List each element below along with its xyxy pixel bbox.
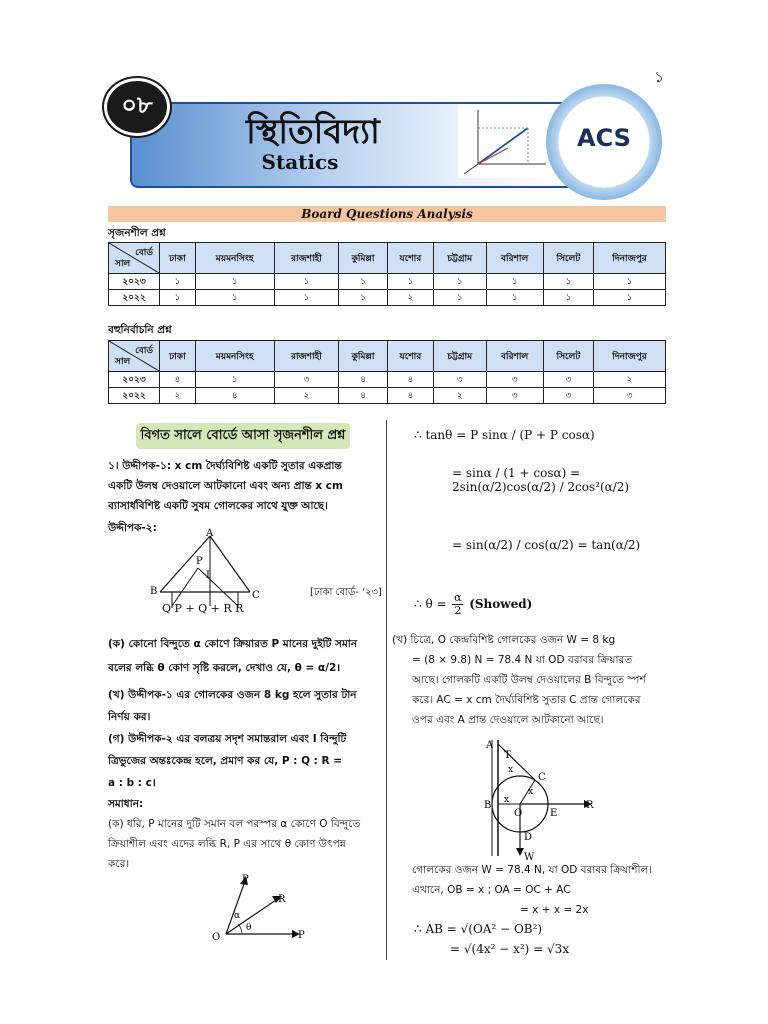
board-header: রাজশাহী [274, 243, 339, 274]
solution-kha-continued [412, 860, 676, 920]
count-cell: ১ [594, 274, 666, 290]
table-row [109, 372, 666, 388]
board-reference: [ঢাকা বোর্ড- '২৩] [310, 587, 382, 598]
count-cell: ৩ [486, 372, 543, 388]
text-line: = (8 × 9.8) N = 78.4 N যা OD বরাবর ক্রিয়ারত [412, 654, 633, 666]
mcq-label: বহুনির্বাচনি প্রশ্ন [108, 324, 172, 336]
count-cell: ১ [433, 290, 486, 306]
corner-year: সাল [115, 357, 131, 367]
svg-text:O: O [212, 932, 221, 943]
board-header: যশোর [387, 341, 433, 372]
acs-logo: ACS [577, 124, 631, 152]
stimulus-2-label: উদ্দীপক-২: [108, 522, 157, 534]
count-cell: ১ [594, 290, 666, 306]
board-header: সিলেট [543, 243, 593, 274]
count-cell: ৪ [195, 388, 274, 404]
text-line: ত্রিভুজের অন্তঃকেন্দ্র হলে, প্রমাণ কর যে, P : Q : R = [108, 755, 343, 767]
count-cell: ১ [195, 290, 274, 306]
count-cell: ১ [160, 274, 196, 290]
corner-cell [109, 341, 160, 372]
corner-cell [109, 243, 160, 274]
board-header: দিনাজপুর [594, 341, 666, 372]
board-header: সিলেট [543, 341, 593, 372]
creative-table [108, 242, 666, 306]
corner-year: সাল [115, 259, 131, 269]
svg-text:A: A [486, 740, 494, 751]
board-header: বরিশাল [486, 341, 543, 372]
chapter-badge: ০৮ [104, 78, 170, 136]
count-cell: ১ [543, 274, 593, 290]
svg-text:P: P [242, 874, 249, 885]
svg-text:x: x [504, 795, 510, 805]
count-cell: ১ [387, 274, 433, 290]
text-line: আছে। গোলকটি একটি উলম্ব দেওয়ালের B বিন্দুতে স্পর্শ [412, 674, 646, 686]
year-cell: ২০২৩ [109, 372, 160, 388]
svg-text:θ: θ [246, 923, 252, 933]
count-cell: ৪ [339, 372, 388, 388]
table-header-row [109, 341, 666, 372]
text-line: বলের লব্ধি θ কোণ সৃষ্টি করলে, দেখাও যে, θ = α/2। [108, 662, 341, 674]
table-row [109, 274, 666, 290]
count-cell: ১ [543, 290, 593, 306]
svg-text:D: D [524, 832, 533, 843]
svg-text:I: I [206, 570, 210, 581]
board-header: কুমিল্লা [339, 243, 388, 274]
svg-text:R: R [278, 894, 286, 905]
svg-text:T: T [504, 750, 511, 761]
svg-text:R: R [586, 800, 594, 811]
board-header: চট্টগ্রাম [433, 341, 486, 372]
count-cell: ৩ [274, 372, 339, 388]
board-header: যশোর [387, 243, 433, 274]
question-ka [108, 632, 384, 680]
text-line: ক্রিয়াশীল এবং এদের লব্ধি R, P এর সাথে θ কোণ উৎপন্ন [108, 838, 346, 850]
board-header: চট্টগ্রাম [433, 243, 486, 274]
showed-text: (Showed) [469, 597, 533, 611]
corner-board: বোর্ড [135, 248, 153, 258]
question-1-stem [108, 456, 380, 516]
text-line: একটি উলম্ব দেওয়ালে আটকানো এবং অন্য প্রান্ত x cm [108, 480, 343, 492]
year-cell: ২০২২ [109, 388, 160, 404]
count-cell: ১ [274, 290, 339, 306]
board-header: দিনাজপুর [594, 243, 666, 274]
count-cell: ৩ [433, 372, 486, 388]
text-line: = x + x = 2x [520, 904, 589, 916]
solution-kha [392, 630, 668, 730]
text-line: গোলকের ওজন W = 78.4 N, যা OD বরাবর ক্রিয়াশীল। [412, 864, 653, 876]
count-cell: ৩ [543, 388, 593, 404]
svg-text:x: x [508, 765, 514, 775]
board-header: রাজশাহী [274, 341, 339, 372]
table-row [109, 388, 666, 404]
mcq-table [108, 340, 666, 404]
table-row [109, 290, 666, 306]
section-heading: বিগত সালে বোর্ডে আসা সৃজনশীল প্রশ্ন [136, 423, 350, 449]
table-header-row [109, 243, 666, 274]
solution-label: সমাধান: [108, 798, 144, 810]
text-line: করে। [108, 858, 130, 870]
svg-text:C: C [538, 772, 546, 783]
equation-ab-1: ∴ AB = √(OA² − OB²) [414, 922, 543, 936]
year-cell: ২০২২ [109, 290, 160, 306]
equation-tan-theta: ∴ tanθ = P sinα / (P + P cosα) [414, 428, 595, 442]
svg-text:P: P [196, 556, 203, 567]
svg-text:O: O [514, 808, 523, 819]
svg-text:W: W [524, 852, 535, 862]
equation-ab-2: = √(4x² − x²) = √3x [450, 942, 570, 956]
count-cell: ১ [486, 290, 543, 306]
count-cell: ২ [160, 388, 196, 404]
creative-label: সৃজনশীল প্রশ্ন [108, 227, 166, 239]
board-header: ময়মনসিংহ [195, 341, 274, 372]
svg-text:P: P [298, 930, 305, 941]
sphere-wall-figure [480, 736, 604, 862]
force-angle-figure [206, 872, 310, 944]
board-header: ঢাকা [160, 341, 196, 372]
count-cell: ১ [339, 290, 388, 306]
count-cell: ১ [486, 274, 543, 290]
column-divider [386, 420, 387, 960]
board-header: ঢাকা [160, 243, 196, 274]
year-cell: ২০২৩ [109, 274, 160, 290]
board-header: কুমিল্লা [339, 341, 388, 372]
svg-text:A: A [206, 528, 214, 539]
count-cell: ১ [339, 274, 388, 290]
count-cell: ১ [274, 274, 339, 290]
svg-text:B: B [150, 586, 158, 597]
svg-text:C: C [252, 590, 260, 601]
svg-text:B: B [484, 800, 492, 811]
figure-caption: Q P + Q + R R [162, 602, 244, 615]
board-header: বরিশাল [486, 243, 543, 274]
count-cell: ১ [433, 274, 486, 290]
text-line: ১। উদ্দীপক-১: x cm দৈর্ঘ্যবিশিষ্ট একটি সুতার একপ্রান্ত [108, 460, 342, 472]
text-line: (গ) উদ্দীপক-২ এর বলত্রয় সদৃশ সমান্তরাল এবং I বিন্দুটি [108, 733, 347, 745]
text-line: নির্ণয় কর। [108, 711, 151, 723]
count-cell: ৪ [339, 388, 388, 404]
count-cell: ২ [274, 388, 339, 404]
text-line: এখানে, OB = x ; OA = OC + AC [412, 884, 571, 896]
equation-step-3: = sin(α/2) / cos(α/2) = tan(α/2) [452, 538, 641, 552]
count-cell: ৪ [160, 372, 196, 388]
count-cell: ২ [433, 388, 486, 404]
page-number: ১ [654, 68, 664, 86]
board-header: ময়মনসিংহ [195, 243, 274, 274]
alpha-over-two: α 2 [454, 591, 462, 617]
text-line: করে। AC = x cm দৈর্ঘ্যবিশিষ্ট সুতার C প্রান্ত গোলকের [412, 694, 641, 706]
count-cell: ৩ [543, 372, 593, 388]
text-line: (খ) উদ্দীপক-১ এর গোলকের ওজন 8 kg হলে সুতার টান [108, 689, 357, 701]
analysis-title: Board Questions Analysis [108, 206, 666, 222]
svg-text:x: x [528, 787, 534, 797]
count-cell: ১ [195, 372, 274, 388]
equation-result-prefix: ∴ θ = [414, 597, 447, 611]
count-cell: ২ [387, 290, 433, 306]
chapter-title-english: Statics [261, 150, 339, 174]
question-ga [108, 728, 384, 794]
text-line: ব্যাসার্ধবিশিষ্ট একটি সুষম গোলকের সাথে যুক্ত আছে। [108, 500, 328, 512]
banner-vector-figure [458, 104, 554, 178]
text-line: ওপর এবং A প্রান্ত দেওয়ালে আটকানো আছে। [412, 714, 604, 726]
text-line: a : b : c। [108, 777, 156, 789]
count-cell: ২ [594, 372, 666, 388]
svg-text:α: α [234, 911, 241, 921]
equation-result [414, 592, 532, 617]
text-line: (ক) ধরি, P মানের দুটি সমান বল পরস্পর α কোণে O বিন্দুতে [108, 818, 361, 830]
svg-text:E: E [550, 808, 558, 819]
corner-board: বোর্ড [135, 346, 153, 356]
count-cell: ৪ [387, 372, 433, 388]
text-line: (ক) কোনো বিন্দুতে α কোণে ক্রিয়ারত P মানের দুইটি সমান [108, 638, 358, 650]
count-cell: ৩ [486, 388, 543, 404]
chapter-title-bangla: স্থিতিবিদ্যা [246, 112, 380, 152]
count-cell: ৩ [594, 388, 666, 404]
text-line: (খ) চিত্রে, O কেন্দ্রবিশিষ্ট গোলকের ওজন W = 8 kg [392, 634, 616, 646]
question-kha [108, 684, 384, 728]
equation-step-2: = sinα / (1 + cosα) = 2sin(α/2)cos(α/2) / 2cos²(α/2) [452, 466, 630, 494]
count-cell: ১ [160, 290, 196, 306]
solution-ka [108, 814, 384, 874]
count-cell: ৪ [387, 388, 433, 404]
count-cell: ১ [195, 274, 274, 290]
